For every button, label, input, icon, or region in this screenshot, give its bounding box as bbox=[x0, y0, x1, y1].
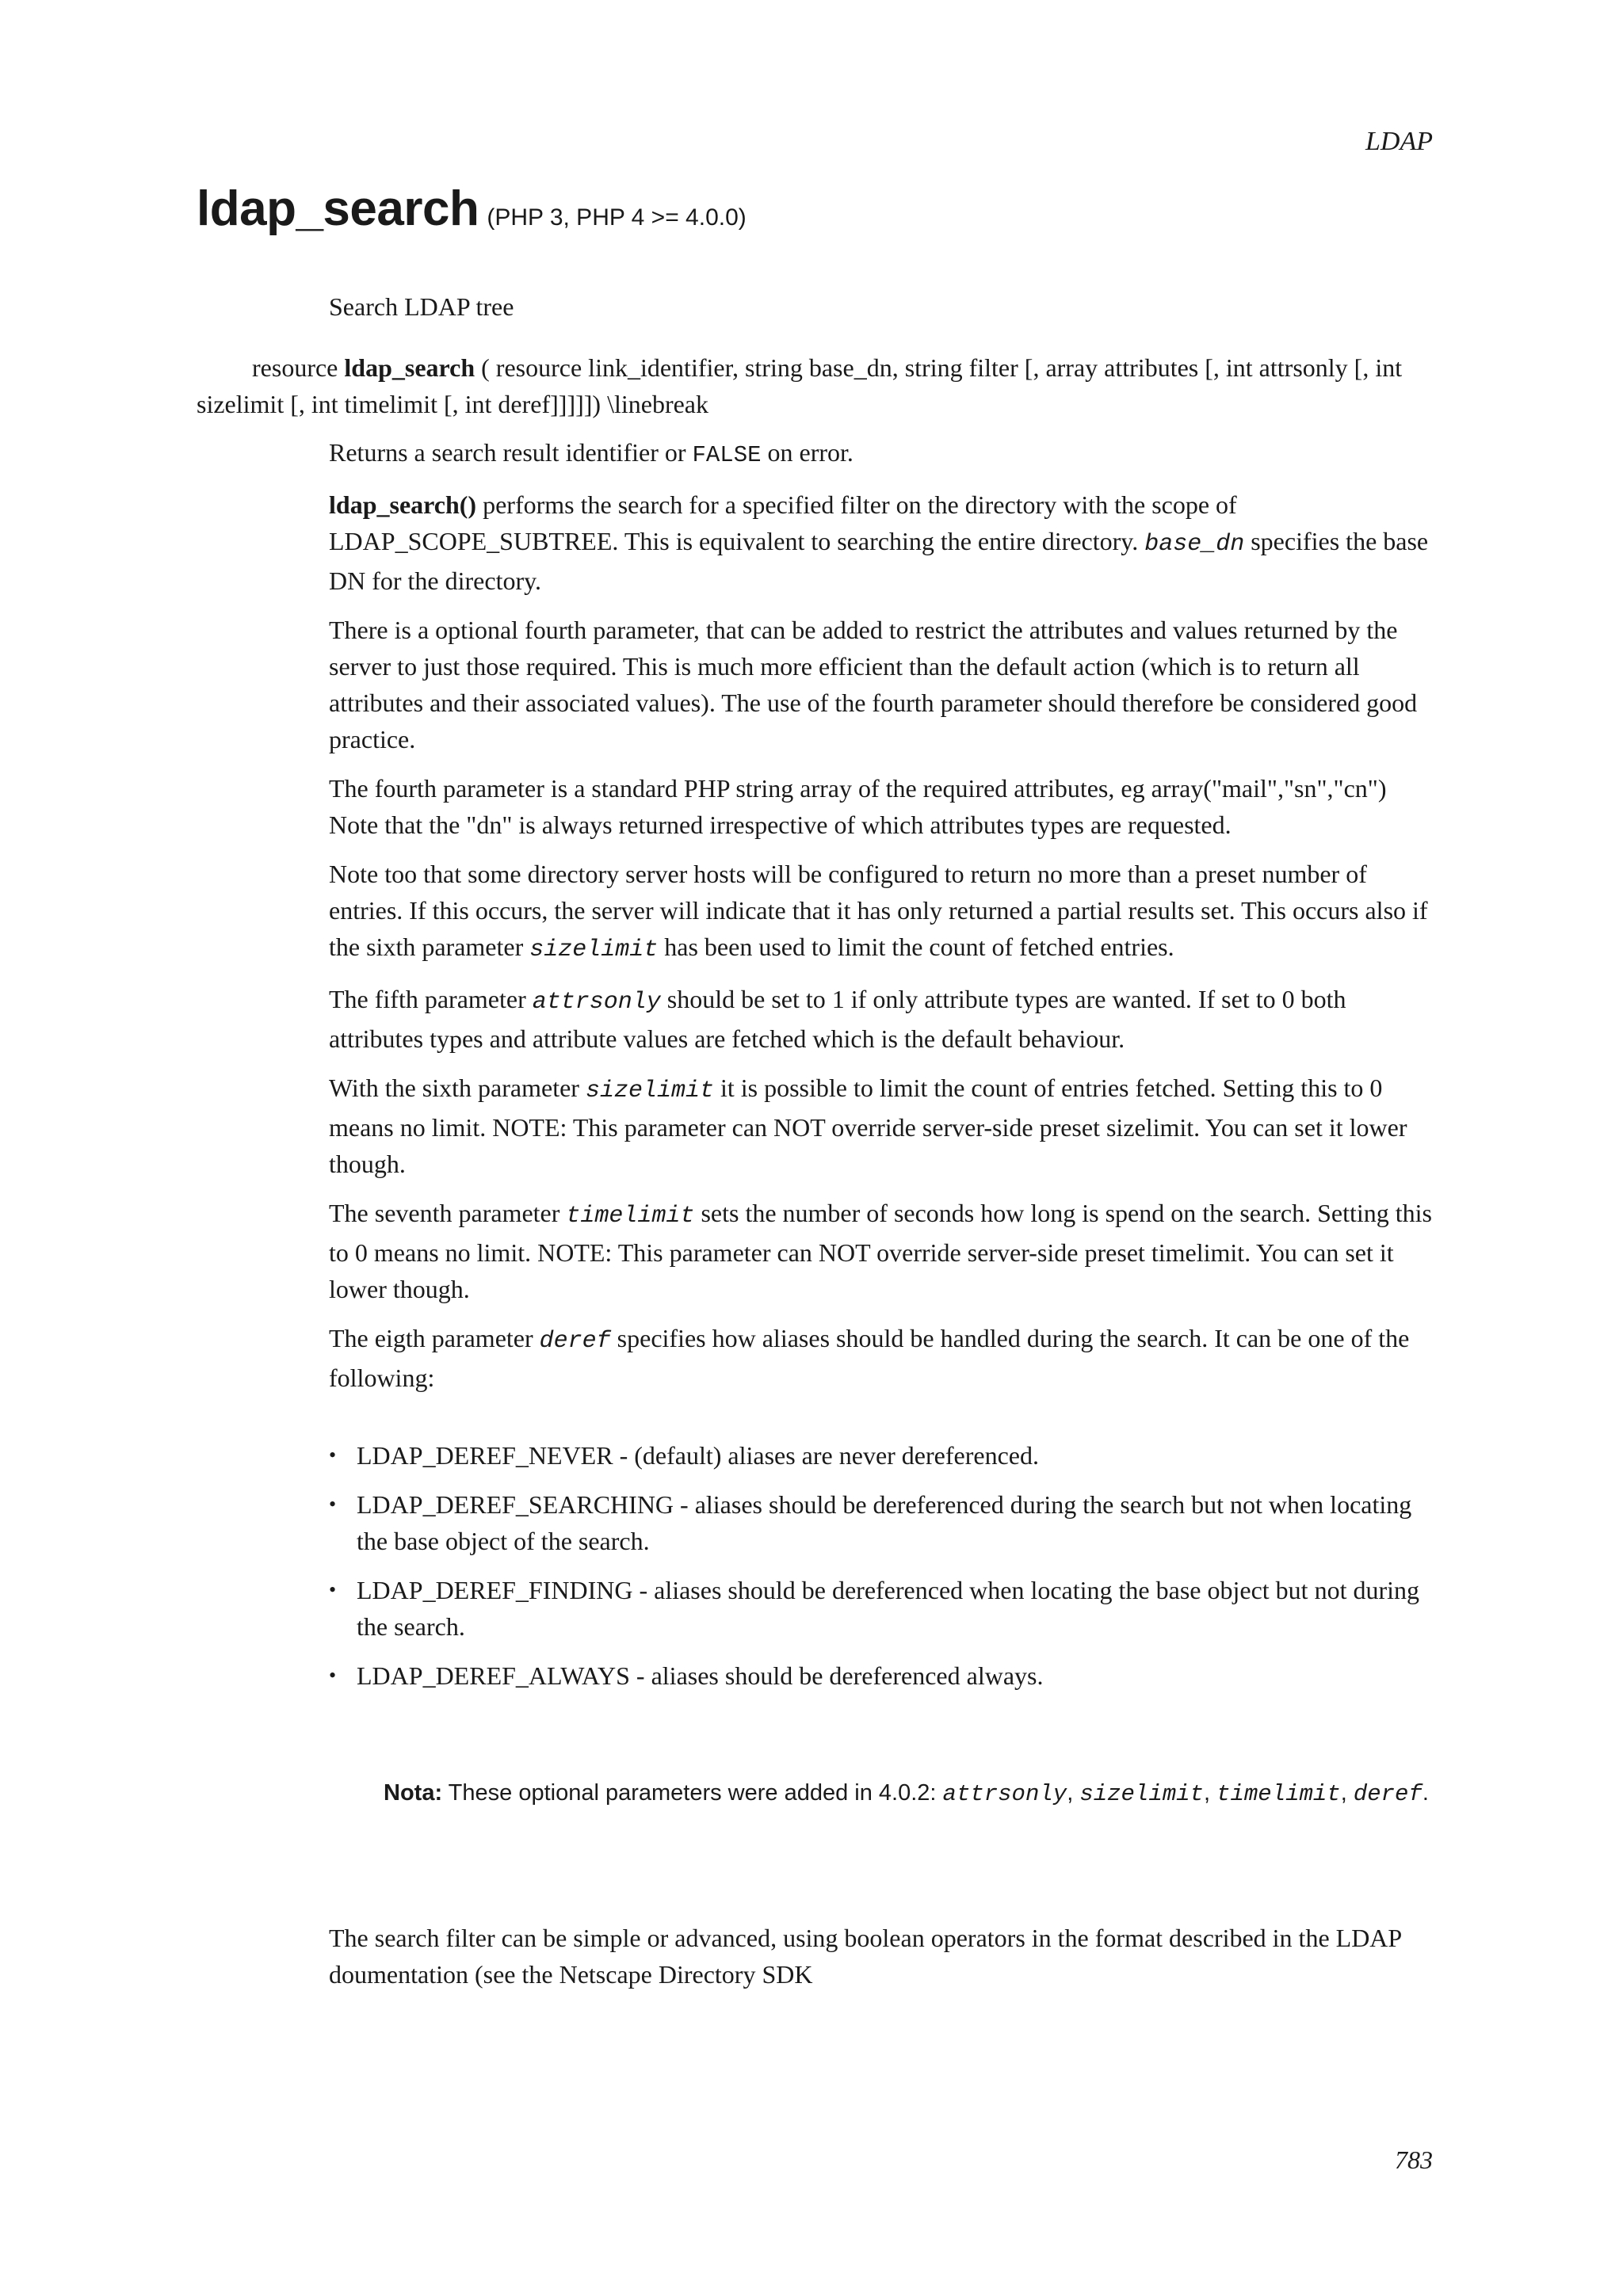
description bbox=[329, 434, 1438, 1409]
bullet-icon: • bbox=[329, 1493, 337, 1516]
separator: , bbox=[1203, 1780, 1211, 1806]
text-run: The eigth parameter bbox=[329, 1324, 533, 1352]
paragraph-scope bbox=[329, 486, 1438, 599]
paragraph-attrsonly bbox=[329, 981, 1438, 1057]
text-run: performs the search for a specified filter on the directory with the scope of LDAP_SCOPE_SUBTREE. This is equivalent to searching the entire directory. bbox=[329, 490, 1237, 555]
synopsis-args: ( resource link_identifier, string base_dn, string filter [, array attributes [, int attrsonly [, int sizelimit [, int timelimit [, int deref]]]]]) \linebreak bbox=[197, 353, 1403, 418]
param-sizelimit: sizelimit bbox=[529, 936, 659, 963]
note-end: . bbox=[1422, 1780, 1429, 1806]
note-label: Nota: bbox=[384, 1780, 443, 1806]
param-base-dn: base_dn bbox=[1144, 531, 1245, 558]
text-run: it is possible to limit the count of entries fetched. Setting this to 0 means no limit. NOTE: This parameter can NOT override server-side preset sizelimit. You can set it lower though. bbox=[329, 1074, 1407, 1178]
deref-options-list bbox=[329, 1437, 1438, 1707]
text-run: The seventh parameter bbox=[329, 1199, 560, 1227]
text-run: has been used to limit the count of fetched entries. bbox=[664, 933, 1174, 961]
running-header: LDAP bbox=[1365, 127, 1433, 156]
list-item-text: LDAP_DEREF_FINDING - aliases should be dereferenced when locating the base object but not during the search. bbox=[357, 1576, 1419, 1641]
bullet-icon: • bbox=[329, 1444, 337, 1466]
text-run: on error. bbox=[767, 438, 854, 467]
return-type: resource bbox=[252, 353, 338, 382]
separator: , bbox=[1340, 1780, 1347, 1806]
bullet-icon: • bbox=[329, 1578, 337, 1601]
list-item bbox=[329, 1437, 1438, 1474]
list-item bbox=[329, 1657, 1438, 1694]
param-sizelimit: sizelimit bbox=[1079, 1781, 1204, 1807]
paragraph-deref bbox=[329, 1320, 1438, 1396]
param-deref: deref bbox=[1353, 1781, 1423, 1807]
paragraph-attributes-array: The fourth parameter is a standard PHP string array of the required attributes, eg array("mail","sn","cn") Note that the "dn" is always returned irrespective of which attributes types are requested. bbox=[329, 774, 1387, 839]
paragraph-returns bbox=[329, 434, 1438, 474]
list-item-text: LDAP_DEREF_ALWAYS - aliases should be dereferenced always. bbox=[357, 1661, 1044, 1690]
param-timelimit: timelimit bbox=[1216, 1781, 1341, 1807]
text-run: specifies how aliases should be handled during the search. It can be one of the following: bbox=[329, 1324, 1410, 1392]
text-run: Returns a search result identifier or bbox=[329, 438, 686, 467]
note-text: These optional parameters were added in 4.0.2: bbox=[448, 1780, 937, 1806]
param-deref: deref bbox=[539, 1328, 611, 1355]
text-run: The fifth parameter bbox=[329, 985, 526, 1013]
list-item-text: LDAP_DEREF_NEVER - (default) aliases are never dereferenced. bbox=[357, 1441, 1039, 1470]
param-sizelimit: sizelimit bbox=[585, 1077, 714, 1104]
text-run: Note too that some directory server hosts will be configured to return no more than a preset number of entries. If this occurs, the server will indicate that it has only returned a partial results set. This occurs also if the sixth parameter bbox=[329, 860, 1428, 961]
function-reference: ldap_search() bbox=[329, 490, 477, 519]
paragraph-fourth-param: There is a optional fourth parameter, that can be added to restrict the attributes and values returned by the server to just those required. This is much more efficient than the default action (which is to return all attributes and their associated values). The use of the fourth parameter should therefore be considered good practice. bbox=[329, 616, 1418, 753]
param-attrsonly: attrsonly bbox=[942, 1781, 1067, 1807]
list-item bbox=[329, 1572, 1438, 1645]
bullet-icon: • bbox=[329, 1664, 337, 1687]
separator: , bbox=[1067, 1780, 1074, 1806]
paragraph-server-limit bbox=[329, 856, 1438, 968]
function-purpose: Search LDAP tree bbox=[329, 292, 514, 321]
function-title bbox=[197, 181, 747, 237]
paragraph-sizelimit bbox=[329, 1070, 1438, 1182]
synopsis-function-name: ldap_search bbox=[344, 353, 475, 382]
param-attrsonly: attrsonly bbox=[532, 989, 661, 1016]
page-number: 783 bbox=[1395, 2145, 1433, 2174]
constant-false: FALSE bbox=[692, 442, 762, 468]
note-box bbox=[384, 1775, 1438, 1813]
function-name-heading: ldap_search bbox=[197, 181, 479, 236]
list-item-text: LDAP_DEREF_SEARCHING - aliases should be dereferenced during the search but not when locating the base object of the search. bbox=[357, 1490, 1412, 1555]
paragraph-timelimit bbox=[329, 1195, 1438, 1307]
closing-paragraph: The search filter can be simple or advanced, using boolean operators in the format described in the LDAP doumentation (see the Netscape Directory SDK bbox=[329, 1924, 1402, 1989]
text-run: should be set to 1 if only attribute types are wanted. If set to 0 both attributes types and attribute values are fetched which is the default behaviour. bbox=[329, 985, 1346, 1053]
text-run: sets the number of seconds how long is spend on the search. Setting this to 0 means no limit. NOTE: This parameter can NOT override server-side preset timelimit. You can set it lower though. bbox=[329, 1199, 1432, 1303]
function-synopsis bbox=[197, 349, 1433, 422]
text-run: specifies the base DN for the directory. bbox=[329, 527, 1429, 595]
version-info: (PHP 3, PHP 4 >= 4.0.0) bbox=[487, 204, 747, 231]
text-run: With the sixth parameter bbox=[329, 1074, 579, 1102]
param-timelimit: timelimit bbox=[566, 1203, 695, 1230]
list-item bbox=[329, 1486, 1438, 1559]
